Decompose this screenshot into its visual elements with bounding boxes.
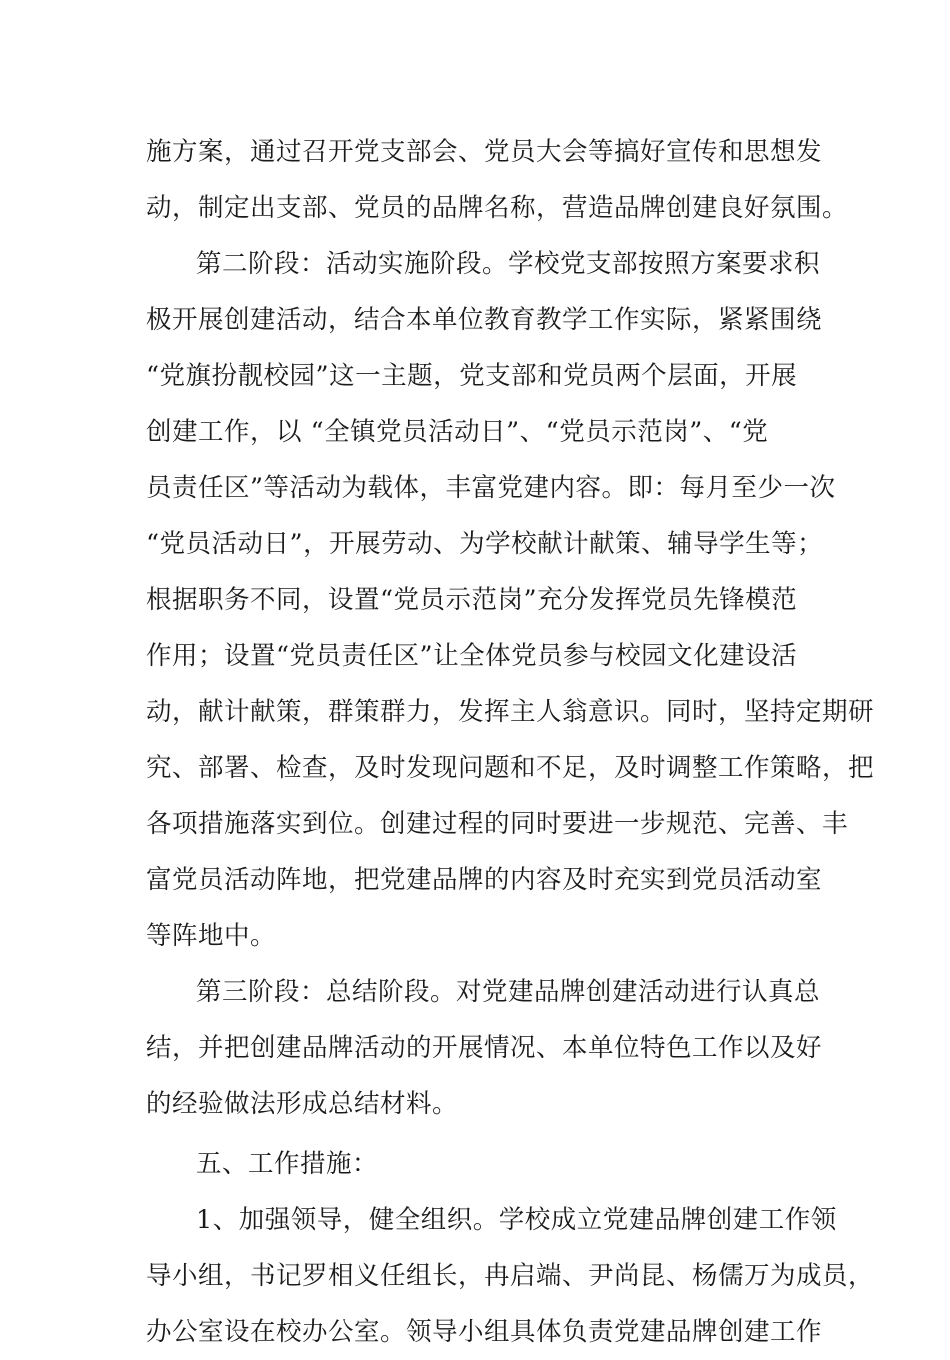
text-line: 动，献计献策，群策群力，发挥主人翁意识。同时，坚持定期研 [146, 697, 875, 727]
text-line: 导小组，书记罗相义任组长，冉启端、尹尚昆、杨儒万为成员， [146, 1261, 875, 1291]
text-line: 施方案，通过召开党支部会、党员大会等搞好宣传和思想发 [146, 137, 823, 167]
document-body [146, 124, 875, 1360]
text-line: 极开展创建活动，结合本单位教育教学工作实际，紧紧围绕 [146, 305, 823, 335]
text-line: “党员活动日”，开展劳动、为学校献计献策、辅导学生等； [146, 529, 824, 559]
text-line: 的经验做法形成总结材料。 [146, 1089, 459, 1119]
text-line: 员责任区”等活动为载体，丰富党建内容。即：每月至少一次 [146, 473, 836, 503]
text-line: 富党员活动阵地，把党建品牌的内容及时充实到党员活动室 [146, 865, 823, 895]
text-line: 办公室设在校办公室。领导小组具体负责党建品牌创建工作 [146, 1317, 823, 1347]
text-line: 作用；设置“党员责任区”让全体党员参与校园文化建设活 [146, 641, 798, 671]
paragraph-stage-three-first-line: 第三阶段：总结阶段。对党建品牌创建活动进行认真总 [196, 977, 821, 1007]
text-line: 创建工作，以 “全镇党员活动日”、“党员示范岗”、“党 [146, 417, 769, 447]
section-heading-work-measures: 五、工作措施： [196, 1149, 379, 1179]
text-line: 结，并把创建品牌活动的开展情况、本单位特色工作以及好 [146, 1033, 823, 1063]
text-line: 根据职务不同，设置“党员示范岗”充分发挥党员先锋模范 [146, 585, 798, 615]
text-line: 动，制定出支部、党员的品牌名称，营造品牌创建良好氛围。 [146, 193, 849, 223]
text-line: 究、部署、检查，及时发现问题和不足，及时调整工作策略，把 [146, 753, 875, 783]
text-line: “党旗扮靓校园”这一主题，党支部和党员两个层面，开展 [146, 361, 798, 391]
paragraph-measure-one-first-line: 1、加强领导，健全组织。学校成立党建品牌创建工作领 [196, 1205, 837, 1235]
text-line: 各项措施落实到位。创建过程的同时要进一步规范、完善、丰 [146, 809, 849, 839]
paragraph-stage-two-first-line: 第二阶段：活动实施阶段。学校党支部按照方案要求积 [196, 249, 821, 279]
text-line: 等阵地中。 [146, 921, 277, 951]
